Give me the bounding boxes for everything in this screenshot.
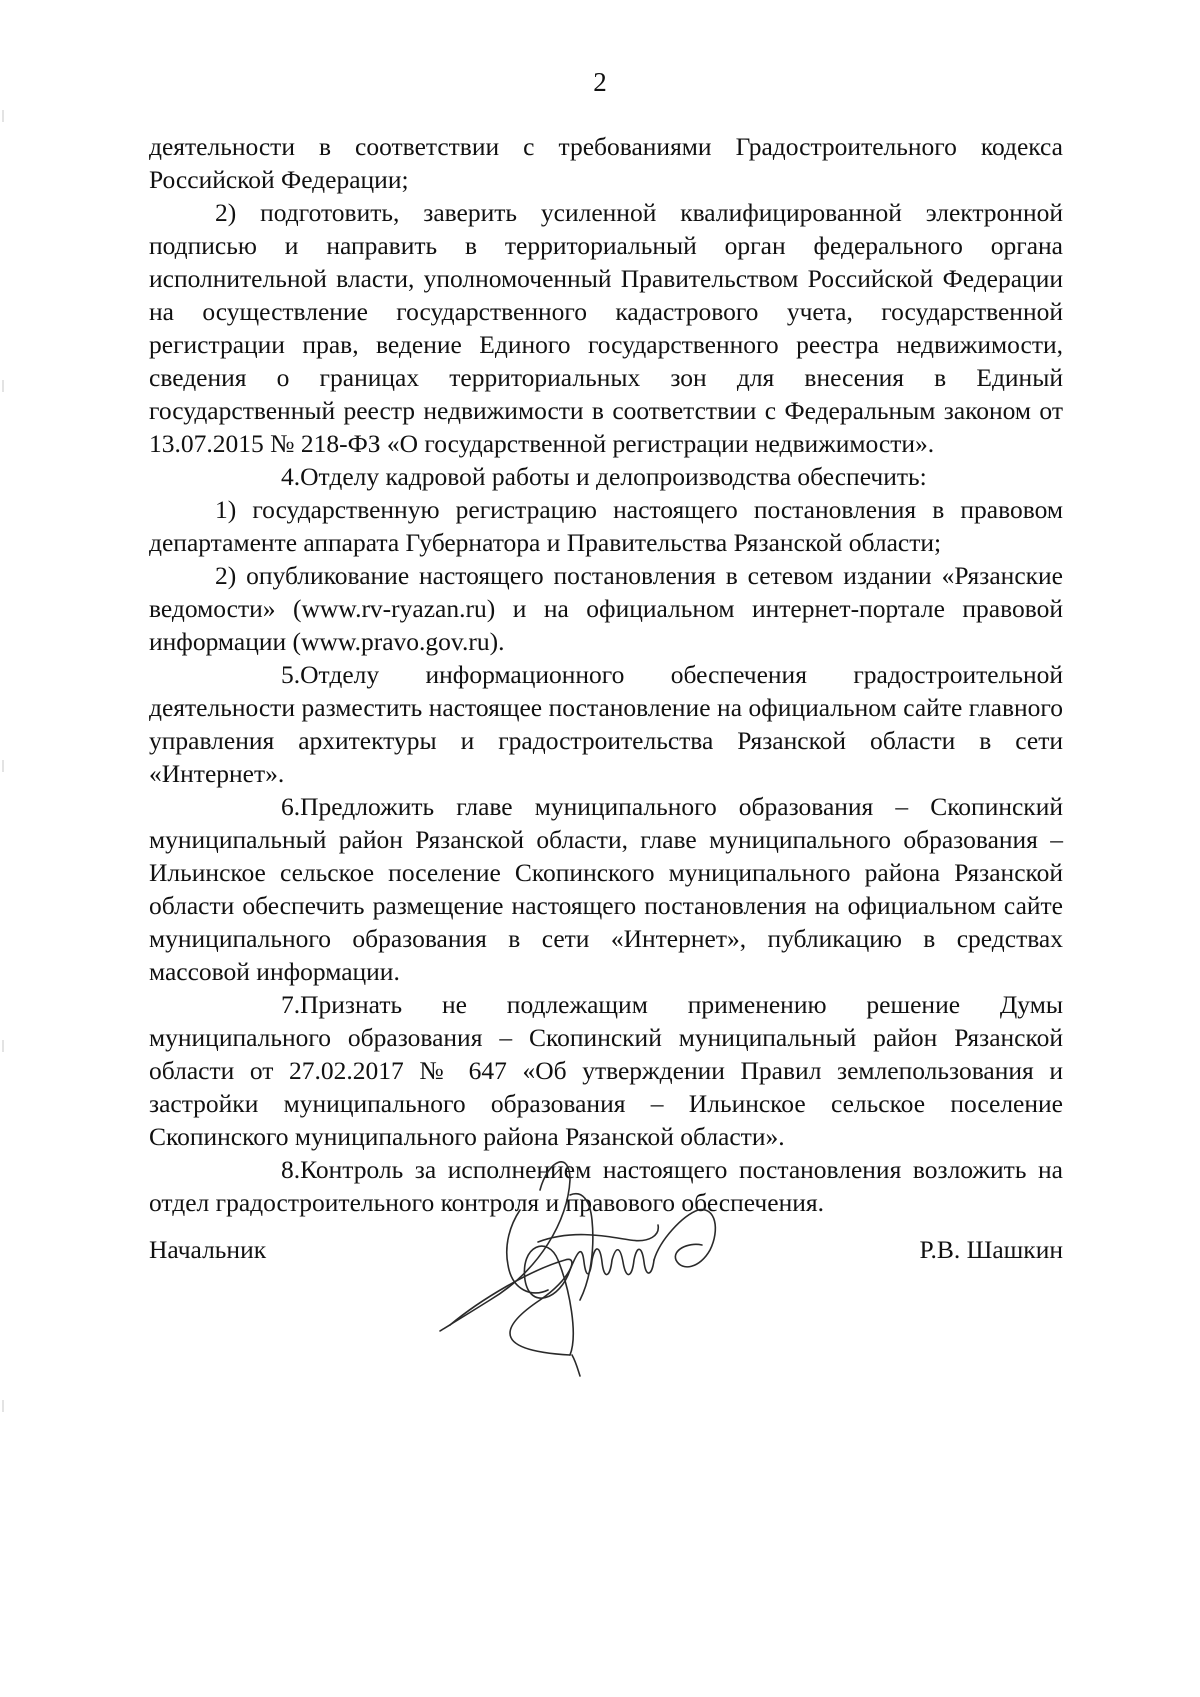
signature-block xyxy=(149,1233,1063,1273)
page-number: 2 xyxy=(593,67,607,97)
paragraph-item-4 xyxy=(149,460,1063,493)
paragraph-item-7 xyxy=(149,988,1063,1153)
paragraph-text: 2) опубликование настоящего постановления в сетевом издании «Рязанские ведомости» (www.rv-ryazan.ru) и на официальном интернет-портале правовой информации (www.pravo.gov.ru). xyxy=(149,561,1063,656)
paragraph-item-4-1 xyxy=(149,493,1063,559)
paragraph-number: 7. xyxy=(281,990,301,1019)
paragraph-text: деятельности в соответствии с требованиями Градостроительного кодекса Российской Федерации; xyxy=(149,132,1063,194)
paragraph-text: 2) подготовить, заверить усиленной квалифицированной электронной подписью и направить в территориальный орган федерального органа исполнительной власти, уполномоченный Правительством Российской Федерации на осуществление государственного кадастрового учета, государственной регистрации прав, ведение Единого государственного реестра недвижимости, сведения о границах территориальных зон для внесения в Единый государственный реестр недвижимости в соответствии с Федеральным законом от 13.07.2015 № 218-ФЗ «О государственной регистрации недвижимости». xyxy=(149,198,1063,458)
paragraph-item-5 xyxy=(149,658,1063,790)
paragraph-text: 1) государственную регистрацию настоящего постановления в правовом департаменте аппарата Губернатора и Правительства Рязанской области; xyxy=(149,495,1063,557)
signatory-position: Начальник xyxy=(149,1235,267,1264)
scan-edge-marks xyxy=(2,0,6,1697)
paragraph-item-4-2 xyxy=(149,559,1063,658)
paragraph-item-6 xyxy=(149,790,1063,988)
paragraph-number: 5. xyxy=(281,660,301,689)
paragraph-text: Отделу информационного обеспечения градостроительной деятельности разместить настоящее постановление на официальном сайте главного управления архитектуры и градостроительства Рязанской области в сети «Интернет». xyxy=(149,660,1063,788)
paragraph-number: 8. xyxy=(281,1155,301,1184)
signatory-name: Р.В. Шашкин xyxy=(919,1235,1063,1264)
paragraph-number: 4. xyxy=(281,462,301,491)
paragraph-text: Контроль за исполнением настоящего постановления возложить на отдел градостроительного контроля и правового обеспечения. xyxy=(149,1155,1063,1217)
paragraph-item-3-2 xyxy=(149,196,1063,460)
paragraph-text: Признать не подлежащим применению решение Думы муниципального образования – Скопинский муниципальный район Рязанской области от 27.02.2017 № 647 «Об утверждении Правил землепользования и застройки муниципального образования – Ильинское сельское поселение Скопинского муниципального района Рязанской области». xyxy=(149,990,1063,1151)
paragraph-number: 6. xyxy=(281,792,301,821)
paragraph-text: Предложить главе муниципального образования – Скопинский муниципальный район Рязанской области, главе муниципального образования – Ильинское сельское поселение Скопинского муниципального района Рязанской области обеспечить размещение настоящего постановления на официальном сайте муниципального образования в сети «Интернет», публикацию в средствах массовой информации. xyxy=(149,792,1063,986)
paragraph-continuation xyxy=(149,130,1063,196)
paragraph-text: Отделу кадровой работы и делопроизводства обеспечить: xyxy=(300,462,927,491)
document-body xyxy=(149,130,1063,1219)
